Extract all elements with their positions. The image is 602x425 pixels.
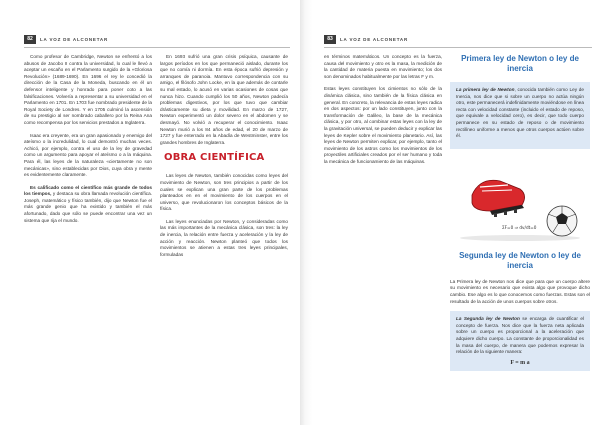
paragraph: Isaac era creyente, era un gran apasionado y enemigo del ateísmo o la incredulidad, lo cual demostró muchas veces. Achicó, por ejemplo, contra el uso de la ley de gravedad como un argumento para apoyar el ateísmo o a la máquina. Para él, las leyes de la naturaleza «ciertamente no son mecánicas», sino establecidas por Dios, cuya obra y mente es evidentemente claramente. (24, 132, 152, 178)
right-page (312, 0, 602, 425)
law2-box (450, 311, 590, 371)
law1-heading: Primera ley de Newton o ley de inercia (461, 54, 579, 73)
paragraph-text: , conocida también como Ley de Inercia, nos dice que si sobre un cuerpo no actúa ningún otro, este permanecerá indefinidamente moviéndose en línea recta con velocidad constante (incluido el estado de reposo, que equivale a velocidad cero), es decir, que todo cuerpo permanece en su estado de reposo o de movimiento rectilíneo uniforme a menos que otros cuerpos actúen sobre él. (456, 87, 584, 139)
law2-heading: Segunda ley de Newton o ley de inercia (459, 250, 581, 270)
paragraph: Como profesor de Cambridge, Newton se enfrentó a los abusos de Jacobo II contra la universidad, lo cual le llevó a aceptar un escaño en el Parlamento surgido de la «Gloriosa Revolución» (1689-1690). En 1696 el rey le concedió la dirección de la Casa de la Moneda, buscando en él un defensor inteligente y honrado para poner coto a las falsificaciones. Volvería a representar a su universidad en el Parlamento en 1701. En 1703 fue nombrado presidente de la Royal Society de Londres. Y en 1705 culminó la ascensión de su prestigio al ser nombrado caballero por la Reina Ana como recompensa por los servicios prestados a Inglaterra. (24, 54, 152, 125)
page-number: 82 (24, 35, 36, 44)
right-page-header (324, 34, 592, 44)
newton-formula: F = m a (510, 359, 530, 366)
magazine-name: LA VOZ DE ALCONETAR (40, 36, 109, 42)
header-divider (24, 47, 290, 48)
law-name: La Segunda ley de Newton (456, 316, 520, 322)
paragraph (456, 87, 584, 140)
header-divider (324, 47, 592, 48)
formula-label: ΣF=0 ⇒ dv/dt=0 (502, 224, 537, 230)
book-gutter (300, 0, 312, 425)
paragraph-text: se encarga de cuantificar el concepto de fuerza. Nos dice que la fuerza neta aplicada sobre un cuerpo es proporcional a la aceleración que adquiere dicho cuerpo. La constante de proporcionalidad es la masa del cuerpo, de manera que podemos expresar la relación de la siguiente manera: (456, 316, 584, 355)
paragraph (24, 185, 152, 225)
law1-box (450, 82, 590, 149)
paragraph: La Primera ley de Newton nos dice que para que un cuerpo altere su movimiento es necesario que exista algo que provoque dicho cambio. Ese algo es lo que conocemos como fuerzas. Estas son el resultado de la acción de unos cuerpos sobre otros. (450, 278, 590, 304)
soccer-illustration (450, 155, 590, 243)
page-number: 83 (324, 35, 336, 44)
paragraph: Estas leyes constituyen los cimientos no sólo de la dinámica clásica, sino también de la física clásica en general. En concreto, la relevancia de estas leyes radica en dos aspectos: por un lado constituyen, junto con la transformación de Galileo, la base de la mecánica clásica, y por otro, al combinar estas leyes con la ley de la gravitación universal, se pueden deducir y explicar las leyes de Kepler sobre el movimiento planetario. Así, las leyes de Newton permiten explicar, por ejemplo, tanto el movimiento de los astros como los movimientos de los proyectiles artificiales creados por el ser humano y toda la mecánica de funcionamiento de las máquinas. (324, 86, 442, 164)
left-column-1 (24, 54, 152, 230)
paragraph: En 1693 sufrió una gran crisis psíquica, causante de largos períodos en los que permaneció aislado, durante los que no comía ni dormía. En esta época sufrió depresión y arranques de paranoia. Mantuvo correspondencia con su amigo, el filósofo John Locke, en la que además de contarle su mal estado, lo acusó en varias ocasiones de cosas que nunca hizo. Cuando cumplió los 50 años, Newton padecía problemas digestivos, por los que tuvo que cambiar drásticamente su dieta y movilidad. En marzo de 1727, Newton experimentó un dolor severo en el abdomen y se desmayó. No volvió a recuperar el conocimiento. Isaac Newton murió a los 84 años de edad, el 20 de marzo de 1727 y fue enterrado en la Abadía de Westminster, entre los grandes hombres de Inglaterra. (160, 54, 288, 145)
paragraph (456, 316, 584, 356)
paragraph: Las leyes de Newton, también conocidas como leyes del movimiento de Newton, son tres principios a partir de los cuales se explican una gran parte de los problemas planteados en en el movimiento de los cuerpos en el universo, que revolucionaron los conceptos básicos de la física. (160, 173, 288, 212)
law-name: La primera ley de Newton (456, 87, 515, 92)
left-page (0, 0, 300, 425)
paragraph: Las leyes enunciadas por Newton, y consideradas como las más importantes de la mecánica clásica, son tres: la ley de inercia, la relación entre fuerza y aceleración y la ley de acción y reacción. Newton planteó que todos los movimientos se atienen a estas tres leyes principales, formuladas (160, 218, 288, 257)
magazine-name: LA VOZ DE ALCONETAR (340, 36, 409, 42)
paragraph-text: y destaca su obra llamada revolución científica. Joseph, matemático y físico también, dijo que Newton fue el más grande genio que ha existido y también el más afortunado, dado que sólo se puede encontrar una vez un sistema que rija el mundo. (24, 191, 152, 223)
left-column-2 (160, 54, 288, 264)
right-column-2 (450, 54, 590, 377)
paragraph: en términos matemáticos. Un concepto es la fuerza, causa del movimiento y otro es la masa, la medición de la cantidad de materia puesta en movimiento; los dos son denominados habitualmente por las letras F y m. (324, 54, 442, 79)
emphasis-text: Es calificado como el científico más grande de todos los tiempos, (24, 184, 152, 197)
right-column-1 (324, 54, 442, 172)
section-heading: OBRA CIENTÍFICA (164, 152, 265, 164)
left-page-header (24, 34, 290, 44)
